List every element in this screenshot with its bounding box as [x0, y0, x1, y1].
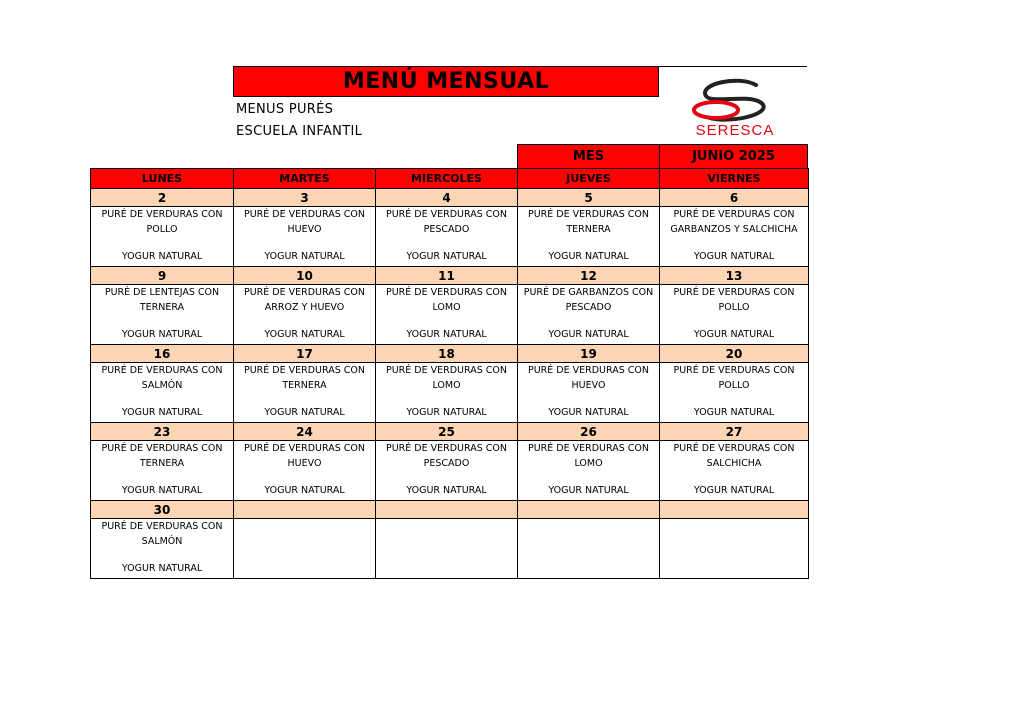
date-row	[91, 423, 809, 441]
dessert-text: YOGUR NATURAL	[693, 407, 775, 418]
meal-row	[91, 519, 809, 579]
empty-meal-cell	[660, 519, 809, 579]
date-cell: 20	[660, 345, 809, 363]
meal-cell	[518, 207, 660, 267]
meal-row	[91, 285, 809, 345]
dessert-text: YOGUR NATURAL	[264, 407, 345, 418]
dessert-text: YOGUR NATURAL	[121, 485, 203, 496]
weekday-header: VIERNES	[660, 169, 809, 189]
meal-row	[91, 363, 809, 423]
dish-text: PURÉ DE VERDURAS CON SALMÓN	[101, 521, 223, 547]
dessert-text: YOGUR NATURAL	[121, 407, 203, 418]
meal-cell	[234, 285, 376, 345]
date-cell: 4	[376, 189, 518, 207]
dessert-text: YOGUR NATURAL	[121, 563, 203, 574]
date-row	[91, 345, 809, 363]
meal-cell	[660, 441, 809, 501]
header-rule	[659, 66, 807, 67]
dish-text: PURÉ DE VERDURAS CON HUEVO	[528, 365, 649, 391]
dish-text: PURÉ DE VERDURAS CON TERNERA	[528, 209, 649, 235]
dessert-text: YOGUR NATURAL	[693, 251, 775, 262]
dish-text: PURÉ DE VERDURAS CON POLLO	[673, 287, 795, 313]
date-cell: 3	[234, 189, 376, 207]
meal-cell	[91, 519, 234, 579]
month-value: JUNIO 2025	[659, 144, 808, 169]
menu-subtitle: MENUS PURÉS	[236, 102, 334, 117]
date-cell	[376, 501, 518, 519]
meal-cell	[91, 207, 234, 267]
dessert-text: YOGUR NATURAL	[693, 329, 775, 340]
weekday-header: JUEVES	[518, 169, 660, 189]
dessert-text: YOGUR NATURAL	[264, 251, 345, 262]
date-cell: 18	[376, 345, 518, 363]
dish-text: PURÉ DE VERDURAS CON LOMO	[386, 365, 507, 391]
meal-cell	[376, 363, 518, 423]
meal-cell	[376, 441, 518, 501]
dish-text: PURÉ DE VERDURAS CON GARBANZOS Y SALCHICHA	[670, 209, 798, 235]
meal-cell	[234, 363, 376, 423]
dessert-text: YOGUR NATURAL	[406, 329, 487, 340]
meal-cell	[660, 285, 809, 345]
date-cell	[518, 501, 660, 519]
date-cell: 19	[518, 345, 660, 363]
dish-text: PURÉ DE VERDURAS CON POLLO	[101, 209, 223, 235]
dessert-text: YOGUR NATURAL	[406, 485, 487, 496]
dessert-text: YOGUR NATURAL	[548, 485, 629, 496]
dish-text: PURÉ DE GARBANZOS CON PESCADO	[523, 287, 654, 313]
meal-cell	[518, 441, 660, 501]
weekday-header-row	[91, 169, 809, 189]
date-cell: 11	[376, 267, 518, 285]
menu-title: MENÚ MENSUAL	[233, 66, 659, 97]
meal-cell	[91, 285, 234, 345]
weekday-header: MARTES	[234, 169, 376, 189]
dessert-text: YOGUR NATURAL	[548, 251, 629, 262]
dish-text: PURÉ DE LENTEJAS CON TERNERA	[104, 287, 220, 313]
meal-cell	[518, 363, 660, 423]
dessert-text: YOGUR NATURAL	[264, 485, 345, 496]
date-cell: 23	[91, 423, 234, 441]
date-cell: 12	[518, 267, 660, 285]
meal-cell	[518, 285, 660, 345]
meal-cell	[660, 363, 809, 423]
dessert-text: YOGUR NATURAL	[406, 407, 487, 418]
dessert-text: YOGUR NATURAL	[121, 329, 203, 340]
empty-meal-cell	[518, 519, 660, 579]
date-cell: 6	[660, 189, 809, 207]
dish-text: PURÉ DE VERDURAS CON SALMÓN	[101, 365, 223, 391]
dessert-text: YOGUR NATURAL	[406, 251, 487, 262]
date-cell: 27	[660, 423, 809, 441]
date-cell: 5	[518, 189, 660, 207]
meal-cell	[91, 363, 234, 423]
date-cell: 9	[91, 267, 234, 285]
meal-cell	[234, 441, 376, 501]
date-cell: 17	[234, 345, 376, 363]
date-row	[91, 501, 809, 519]
date-cell: 26	[518, 423, 660, 441]
school-name: ESCUELA INFANTIL	[236, 124, 363, 139]
meal-row	[91, 441, 809, 501]
dessert-text: YOGUR NATURAL	[264, 329, 345, 340]
date-cell: 10	[234, 267, 376, 285]
dish-text: PURÉ DE VERDURAS CON HUEVO	[244, 443, 365, 469]
dish-text: PURÉ DE VERDURAS CON ARROZ Y HUEVO	[244, 287, 365, 313]
empty-meal-cell	[376, 519, 518, 579]
dish-text: PURÉ DE VERDURAS CON LOMO	[386, 287, 507, 313]
date-cell: 16	[91, 345, 234, 363]
dish-text: PURÉ DE VERDURAS CON TERNERA	[244, 365, 365, 391]
meal-cell	[660, 207, 809, 267]
weekday-header: MIERCOLES	[376, 169, 518, 189]
dessert-text: YOGUR NATURAL	[693, 485, 775, 496]
meal-cell	[91, 441, 234, 501]
date-cell: 25	[376, 423, 518, 441]
dessert-text: YOGUR NATURAL	[121, 251, 203, 262]
weekday-header: LUNES	[91, 169, 234, 189]
dish-text: PURÉ DE VERDURAS CON PESCADO	[386, 443, 507, 469]
dessert-text: YOGUR NATURAL	[548, 329, 629, 340]
meal-cell	[376, 207, 518, 267]
date-cell: 30	[91, 501, 234, 519]
dish-text: PURÉ DE VERDURAS CON POLLO	[673, 365, 795, 391]
dish-text: PURÉ DE VERDURAS CON TERNERA	[101, 443, 223, 469]
logo-text: SERESCA	[695, 122, 775, 139]
dish-text: PURÉ DE VERDURAS CON LOMO	[528, 443, 649, 469]
empty-meal-cell	[234, 519, 376, 579]
dish-text: PURÉ DE VERDURAS CON SALCHICHA	[673, 443, 795, 469]
meal-cell	[376, 285, 518, 345]
date-cell: 24	[234, 423, 376, 441]
dish-text: PURÉ DE VERDURAS CON HUEVO	[244, 209, 365, 235]
dessert-text: YOGUR NATURAL	[548, 407, 629, 418]
dish-text: PURÉ DE VERDURAS CON PESCADO	[386, 209, 507, 235]
month-label: MES	[517, 144, 660, 169]
date-cell	[660, 501, 809, 519]
date-cell	[234, 501, 376, 519]
meal-cell	[234, 207, 376, 267]
date-cell: 13	[660, 267, 809, 285]
date-cell: 2	[91, 189, 234, 207]
date-row	[91, 267, 809, 285]
menu-calendar-table	[90, 168, 809, 579]
meal-row	[91, 207, 809, 267]
date-row	[91, 189, 809, 207]
